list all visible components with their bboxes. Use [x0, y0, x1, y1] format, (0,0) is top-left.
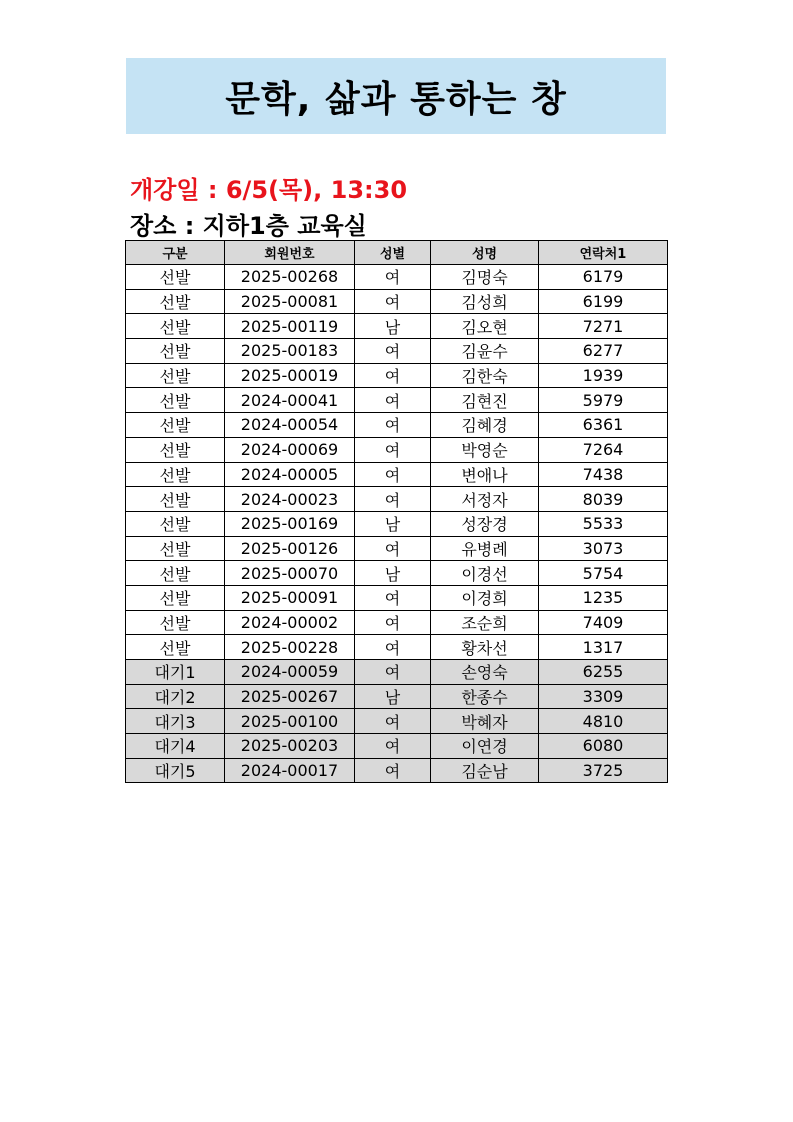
table-row — [126, 758, 668, 783]
cell-name: 손영숙 — [431, 660, 539, 685]
cell-gender: 남 — [355, 314, 431, 339]
cell-contact: 7438 — [539, 462, 668, 487]
cell-gender: 남 — [355, 511, 431, 536]
cell-contact: 6277 — [539, 339, 668, 364]
cell-category: 대기1 — [126, 660, 225, 685]
cell-name: 김현진 — [431, 388, 539, 413]
cell-gender: 여 — [355, 437, 431, 462]
cell-gender: 여 — [355, 363, 431, 388]
cell-name: 변애나 — [431, 462, 539, 487]
class-location: 장소 : 지하1층 교육실 — [130, 212, 367, 240]
cell-contact: 3309 — [539, 684, 668, 709]
cell-category: 선발 — [126, 487, 225, 512]
table-row — [126, 265, 668, 290]
cell-category: 선발 — [126, 314, 225, 339]
cell-category: 대기3 — [126, 709, 225, 734]
cell-name: 한종수 — [431, 684, 539, 709]
cell-gender: 여 — [355, 265, 431, 290]
cell-contact: 5533 — [539, 511, 668, 536]
table-row — [126, 388, 668, 413]
cell-name: 성장경 — [431, 511, 539, 536]
header-category: 구분 — [126, 241, 225, 265]
cell-gender: 남 — [355, 684, 431, 709]
cell-member-number: 2025-00169 — [225, 511, 355, 536]
cell-contact: 1939 — [539, 363, 668, 388]
cell-member-number: 2025-00267 — [225, 684, 355, 709]
cell-name: 이연경 — [431, 734, 539, 759]
member-table — [125, 240, 668, 783]
cell-member-number: 2025-00100 — [225, 709, 355, 734]
header-name: 성명 — [431, 241, 539, 265]
cell-name: 조순희 — [431, 610, 539, 635]
cell-gender: 여 — [355, 734, 431, 759]
cell-gender: 여 — [355, 413, 431, 438]
table-row — [126, 709, 668, 734]
cell-contact: 3725 — [539, 758, 668, 783]
cell-gender: 여 — [355, 388, 431, 413]
table-row — [126, 511, 668, 536]
cell-category: 선발 — [126, 339, 225, 364]
page-title: 문학, 삶과 통하는 창 — [225, 78, 567, 120]
cell-category: 선발 — [126, 289, 225, 314]
cell-name: 김한숙 — [431, 363, 539, 388]
cell-contact: 3073 — [539, 536, 668, 561]
cell-name: 김윤수 — [431, 339, 539, 364]
table-body — [126, 265, 668, 783]
cell-gender: 여 — [355, 339, 431, 364]
cell-category: 대기4 — [126, 734, 225, 759]
cell-contact: 6361 — [539, 413, 668, 438]
cell-category: 선발 — [126, 511, 225, 536]
cell-name: 김혜경 — [431, 413, 539, 438]
cell-name: 황차선 — [431, 635, 539, 660]
cell-category: 선발 — [126, 388, 225, 413]
table-row — [126, 437, 668, 462]
cell-gender: 여 — [355, 635, 431, 660]
cell-category: 선발 — [126, 265, 225, 290]
cell-gender: 여 — [355, 758, 431, 783]
cell-member-number: 2025-00183 — [225, 339, 355, 364]
cell-contact: 7264 — [539, 437, 668, 462]
cell-member-number: 2024-00069 — [225, 437, 355, 462]
cell-category: 선발 — [126, 363, 225, 388]
cell-gender: 여 — [355, 585, 431, 610]
cell-member-number: 2024-00005 — [225, 462, 355, 487]
table-row — [126, 314, 668, 339]
cell-contact: 5754 — [539, 561, 668, 586]
table-row — [126, 487, 668, 512]
cell-member-number: 2024-00002 — [225, 610, 355, 635]
cell-name: 이경희 — [431, 585, 539, 610]
title-banner — [126, 58, 666, 134]
cell-contact: 5979 — [539, 388, 668, 413]
cell-name: 김명숙 — [431, 265, 539, 290]
cell-member-number: 2025-00019 — [225, 363, 355, 388]
cell-contact: 7271 — [539, 314, 668, 339]
table-row — [126, 413, 668, 438]
table-row — [126, 289, 668, 314]
cell-gender: 여 — [355, 610, 431, 635]
table-row — [126, 363, 668, 388]
cell-member-number: 2024-00041 — [225, 388, 355, 413]
table-row — [126, 585, 668, 610]
cell-category: 선발 — [126, 610, 225, 635]
cell-name: 서정자 — [431, 487, 539, 512]
cell-member-number: 2024-00059 — [225, 660, 355, 685]
cell-category: 대기5 — [126, 758, 225, 783]
cell-name: 김순남 — [431, 758, 539, 783]
cell-gender: 여 — [355, 462, 431, 487]
table-row — [126, 339, 668, 364]
table-row — [126, 734, 668, 759]
cell-gender: 여 — [355, 536, 431, 561]
cell-contact: 1235 — [539, 585, 668, 610]
cell-contact: 6080 — [539, 734, 668, 759]
cell-member-number: 2025-00081 — [225, 289, 355, 314]
cell-name: 김오현 — [431, 314, 539, 339]
cell-name: 박영순 — [431, 437, 539, 462]
cell-category: 선발 — [126, 437, 225, 462]
cell-category: 선발 — [126, 635, 225, 660]
cell-category: 선발 — [126, 585, 225, 610]
cell-contact: 1317 — [539, 635, 668, 660]
table-row — [126, 561, 668, 586]
cell-member-number: 2025-00091 — [225, 585, 355, 610]
table-row — [126, 610, 668, 635]
header-member-number: 회원번호 — [225, 241, 355, 265]
cell-category: 선발 — [126, 536, 225, 561]
cell-gender: 여 — [355, 289, 431, 314]
table-header-row — [126, 241, 668, 265]
table-row — [126, 536, 668, 561]
header-gender: 성별 — [355, 241, 431, 265]
cell-contact: 4810 — [539, 709, 668, 734]
class-start-date: 개강일 : 6/5(목), 13:30 — [130, 176, 408, 204]
cell-contact: 6199 — [539, 289, 668, 314]
table-row — [126, 684, 668, 709]
cell-category: 선발 — [126, 561, 225, 586]
cell-name: 김성희 — [431, 289, 539, 314]
table-row — [126, 462, 668, 487]
table-row — [126, 635, 668, 660]
table-row — [126, 660, 668, 685]
cell-member-number: 2024-00023 — [225, 487, 355, 512]
cell-member-number: 2025-00070 — [225, 561, 355, 586]
cell-member-number: 2024-00017 — [225, 758, 355, 783]
cell-category: 선발 — [126, 413, 225, 438]
header-contact: 연락처1 — [539, 241, 668, 265]
cell-gender: 여 — [355, 487, 431, 512]
cell-member-number: 2025-00228 — [225, 635, 355, 660]
cell-name: 박혜자 — [431, 709, 539, 734]
cell-contact: 6255 — [539, 660, 668, 685]
cell-member-number: 2025-00126 — [225, 536, 355, 561]
cell-member-number: 2025-00119 — [225, 314, 355, 339]
cell-contact: 8039 — [539, 487, 668, 512]
cell-gender: 여 — [355, 709, 431, 734]
cell-name: 유병례 — [431, 536, 539, 561]
cell-member-number: 2025-00203 — [225, 734, 355, 759]
cell-name: 이경선 — [431, 561, 539, 586]
cell-category: 대기2 — [126, 684, 225, 709]
cell-contact: 6179 — [539, 265, 668, 290]
cell-category: 선발 — [126, 462, 225, 487]
cell-member-number: 2024-00054 — [225, 413, 355, 438]
cell-contact: 7409 — [539, 610, 668, 635]
cell-member-number: 2025-00268 — [225, 265, 355, 290]
cell-gender: 남 — [355, 561, 431, 586]
cell-gender: 여 — [355, 660, 431, 685]
